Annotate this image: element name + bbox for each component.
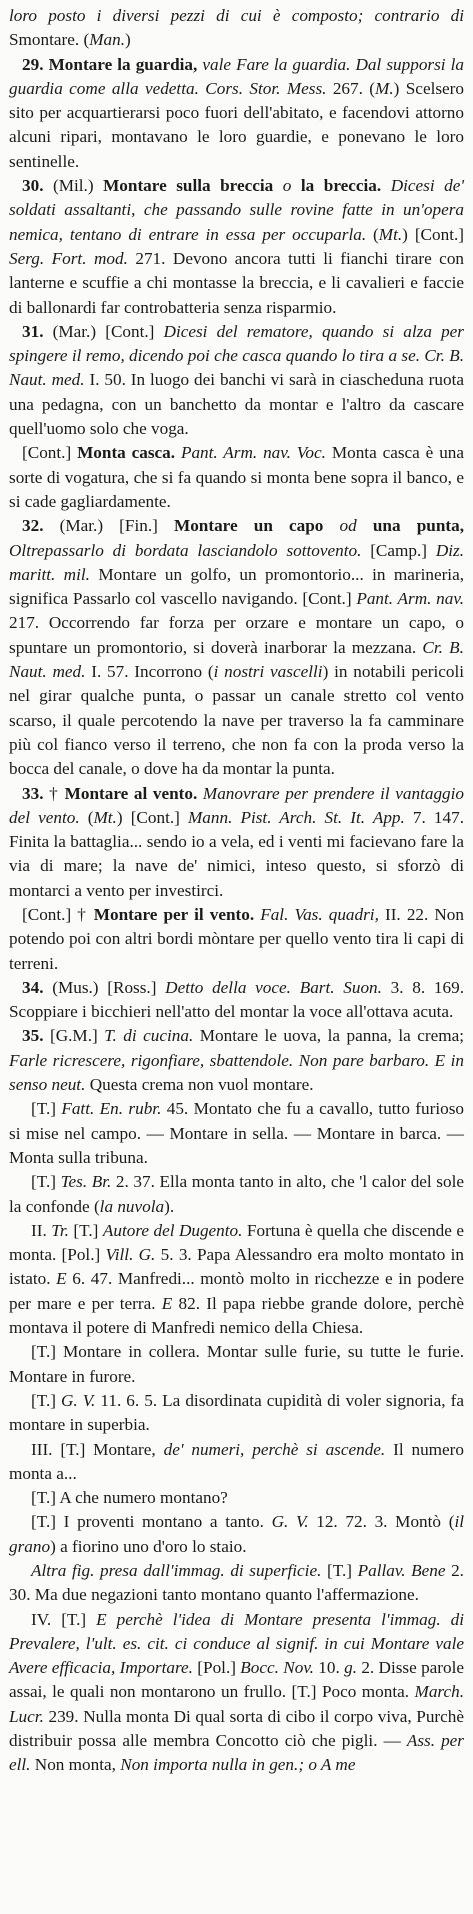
- entry-continuation: loro posto i diversi pezzi di cui è composto; contrario di Smontare. (Man.): [9, 6, 464, 50]
- entry-31-monta-casca: [Cont.] Monta casca. Pant. Arm. nav. Voc. Monta casca è una sorte di vogatura, che si fa quando si monta bene sopra il banco, e si cade gagliardamente.: [9, 443, 465, 511]
- entry-30-montare-sulla-breccia: 30. (Mil.) Montare sulla breccia o la breccia. Dicesi de' soldati assaltanti, che passando sulle rovine fatte in un'opera nemica, tentano di entrare in essa per occuparla. (Mt.) [Cont.] Serg. Fort. mod. 271. Devono ancora tutti li fianchi tirare con lanterne e scuffie a chi montasse la breccia, e li cavalieri e faccie di ballonardi far controbatteria senza risparmio.: [9, 176, 465, 317]
- entry-33-montare-per-il-vento: [Cont.] † Montare per il vento. Fal. Vas. quadri, II. 22. Non potendo poi con altri bordi mòntare per quello vento tira li capi di terreni.: [9, 904, 464, 973]
- entry-che-numero: [T.] A che numero montano?: [31, 1488, 228, 1508]
- entry-35-cucina: 35. [G.M.] T. di cucina. Montare le uova, la panna, la crema; Farle ricrescere, rigonfiare, sbattendole. Non pare barbaro. E in senso neut. Questa crema non vuol montare.: [9, 1026, 464, 1095]
- entry-33-montare-al-vento: 33. † Montare al vento. Manovrare per prendere il vantaggio del vento. (Mt.) [Cont.] Mann. Pist. Arch. St. It. App. 7. 147. Finita la battaglia... sendo io a vela, ed i venti mi facievano fare la via di mare; la nave de' nimici, inteso questo, si sforzò di montarci a vento per investirci.: [9, 783, 465, 900]
- entry-altra-fig: Altra fig. presa dall'immag. di superficie. [T.] Pallav. Bene 2. 30. Ma due negazioni tanto montano quanto l'affermazione.: [9, 1561, 464, 1605]
- entry-IV-importare: IV. [T.] E perchè l'idea di Montare presenta l'immag. di Prevalere, l'ult. es. cit. ci conduce al signif. in cui Montare vale Avere efficacia, Importare. [Pol.] Bocc. Nov. 10. g. 2. Disse parole assai, le quali non montarono un frullo. [T.] Poco monta. March. Lucr. 239. Nulla monta Di qual sorta di cibo il corpo viva, Purchè distribuir possa alle membra Concotto ciò che pigli. — Ass. per ell. Non monta, Non importa nulla in gen.; o A me: [9, 1609, 465, 1775]
- entry-32-montare-un-capo: 32. (Mar.) [Fin.] Montare un capo od una punta, Oltrepassarlo di bordata lasciandolo sottovento. [Camp.] Diz. maritt. mil. Montare un golfo, un promontorio... in marineria, significa Passarlo col vascello navigando. [Cont.] Pant. Arm. nav. 217. Occorrendo far forza per orzare e montare un capo, o spuntare un promontorio, si doverà inarborar la mezzana. Cr. B. Naut. med. I. 57. Incorrono (i nostri vascelli) in notabili pericoli nel girar qualche punta, o passar un canale stretto col vento scarso, il quale percotendo la nave per traverso la fa camminare più col fianco verso il terreno, che non fa con la proda verso la bocca del canale, o dove ha da montar la punta.: [9, 516, 465, 779]
- entry-29-montare-la-guardia: 29. Montare la guardia, vale Fare la guardia. Dal supporsi la guardia come alla vedetta. Cors. Stor. Mess. 267. (M.) Scelsero sito per acquartierarsi poco fuori dell'abitato, e facendovi attorno alcuni ripari, montavano le loro guardie, e ponevano le loro sentinelle.: [9, 54, 465, 171]
- entry-34-voce: 34. (Mus.) [Ross.] Detto della voce. Bart. Suon. 3. 8. 169. Scoppiare i bicchieri nell'atto del montar la voce all'ottava acuta.: [9, 977, 465, 1022]
- entry-gv-superbia: [T.] G. V. 11. 6. 5. La disordinata cupidità di voler signoria, fa montare in superbia.: [9, 1390, 464, 1435]
- entry-fatt-en: [T.] Fatt. En. rubr. 45. Montato che fu a cavallo, tutto furioso si mise nel campo. — Montare in sella. — Montare in barca. — Monta sulla tribuna.: [9, 1099, 464, 1167]
- entry-tes-br: [T.] Tes. Br. 2. 37. Ella monta tanto in alto, che 'l calor del sole la confonde (la nuvola).: [9, 1172, 464, 1216]
- entry-montare-in-collera: [T.] Montare in collera. Montar sulle furie, su tutte le furie. Montare in furore.: [9, 1342, 464, 1386]
- entry-II-transitive: II. Tr. [T.] Autore del Dugento. Fortuna è quella che discende e monta. [Pol.] Vill. G. 5. 3. Papa Alessandro era molto montato in istato. E 6. 47. Manfredi... montò molto in ricchezze e in podere per mare e per terra. E 82. Il papa riebbe grande dolore, perchè montava il potere di Manfredi nemico della Chiesa.: [9, 1220, 464, 1338]
- entry-proventi: [T.] I proventi montano a tanto. G. V. 12. 72. 3. Montò (il grano) a fiorino uno d'oro lo staio.: [9, 1512, 464, 1556]
- entry-III-numeri: III. [T.] Montare, de' numeri, perchè si ascende. Il numero monta a...: [9, 1439, 464, 1483]
- entry-31-rematore: 31. (Mar.) [Cont.] Dicesi del rematore, quando si alza per spingere il remo, dicendo poi che casca quando lo tira a se. Cr. B. Naut. med. I. 50. In luogo dei banchi vi sarà in ciascheduna ruota una pedagna, con un banchetto da montar e l'altro da cascare quell'uomo solo che voga.: [9, 321, 464, 439]
